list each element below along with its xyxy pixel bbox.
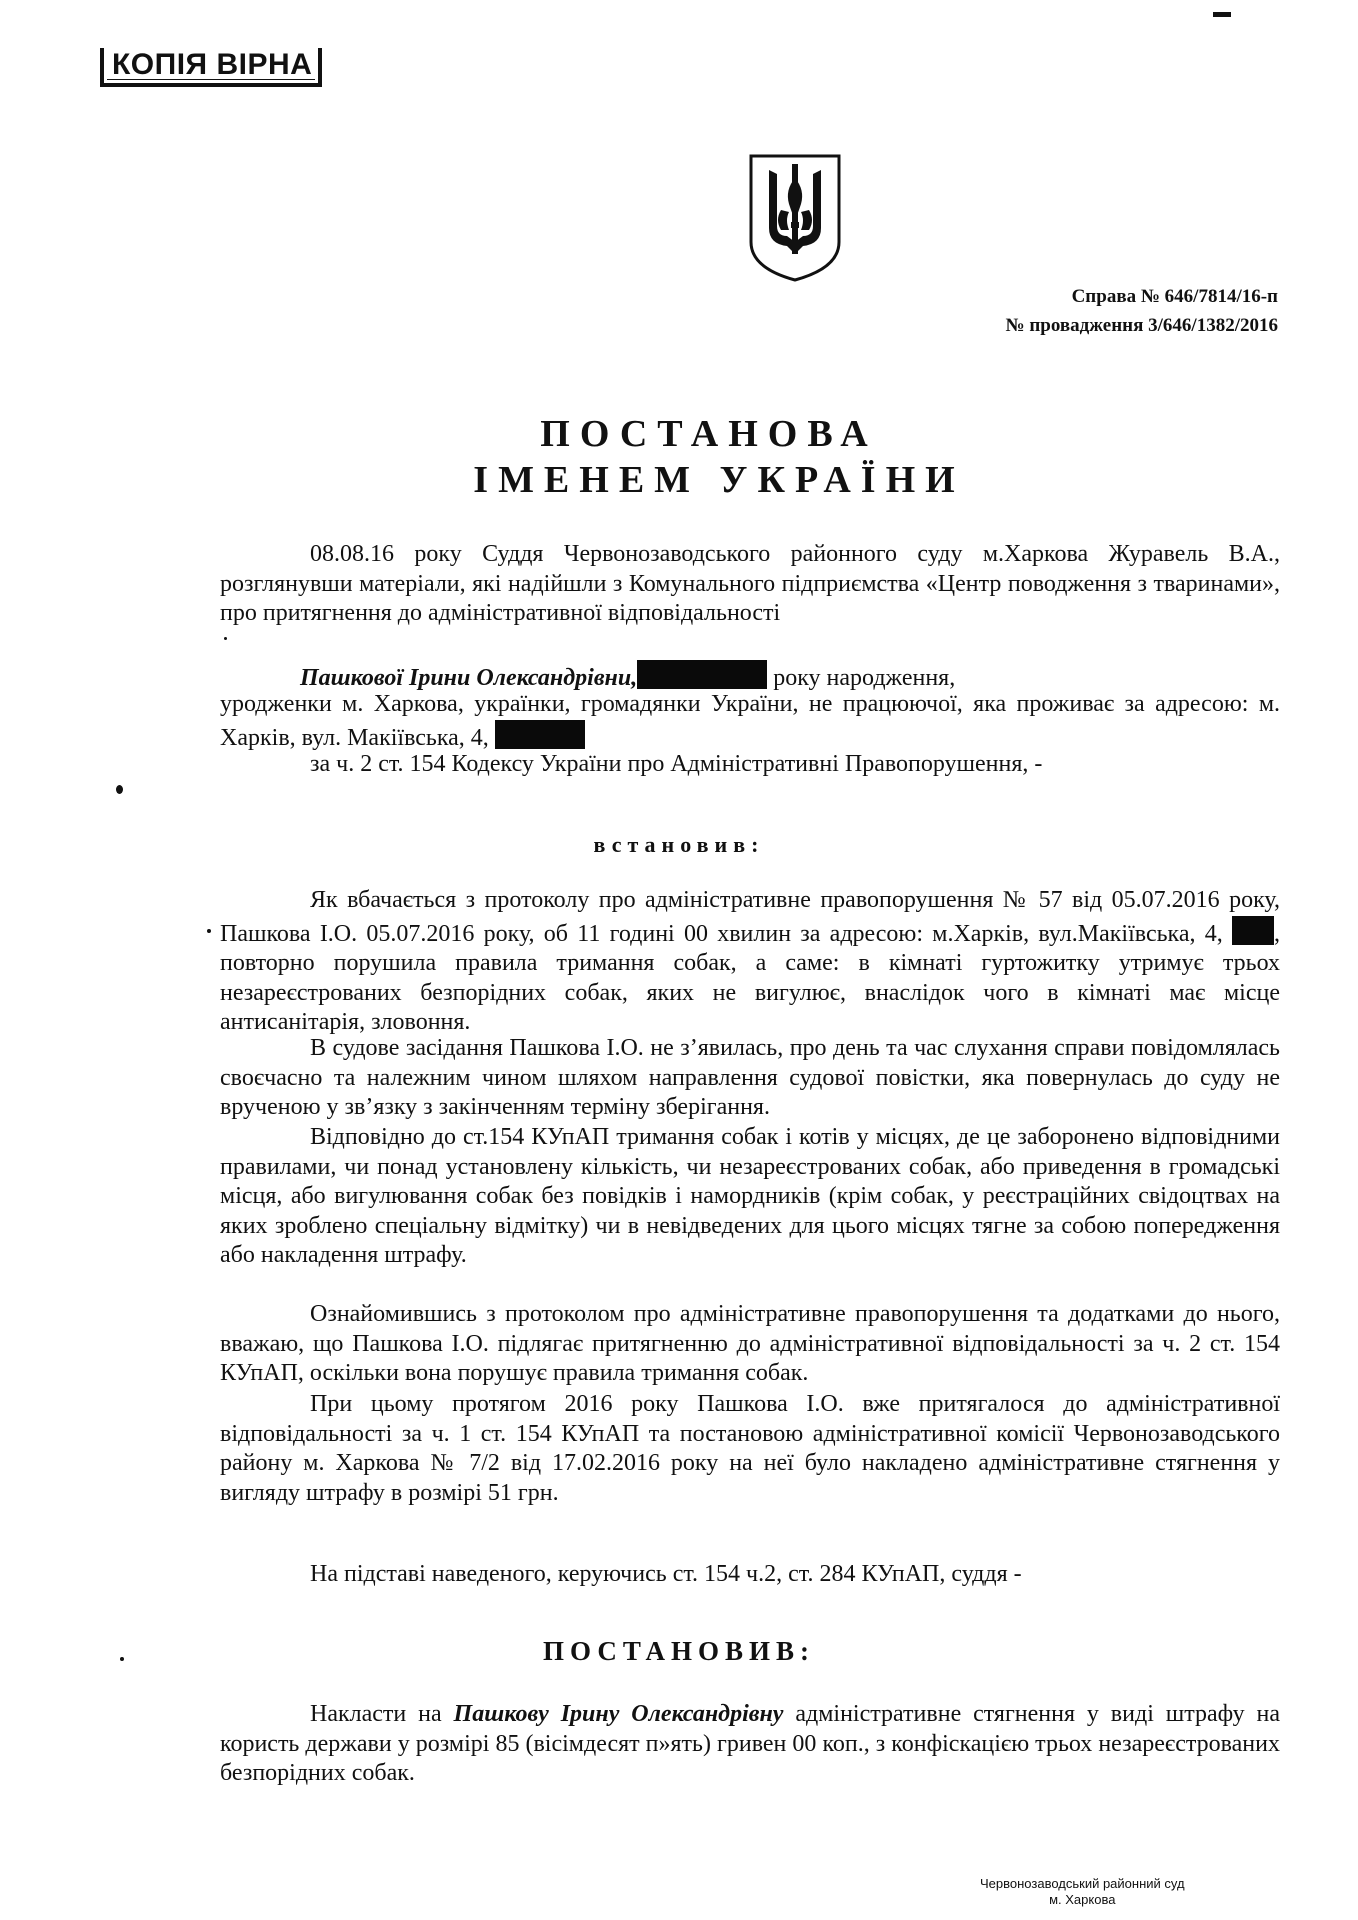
document-subtitle: ІМЕНЕМ УКРАЇНИ	[473, 459, 965, 501]
resolved-header: ПОСТАНОВИВ:	[542, 1636, 815, 1666]
footer-court-stamp: Червонозаводський районний суд м. Харкова	[980, 1876, 1185, 1907]
person-paragraph	[220, 660, 1280, 694]
scan-speck	[116, 785, 123, 794]
document-title: ПОСТАНОВА	[540, 413, 878, 455]
copy-certified-stamp: КОПІЯ ВІРНА	[100, 48, 322, 87]
person-name: Пашкової Ірини Олександрівни,	[300, 665, 638, 691]
proceeding-number: № провадження 3/646/1382/2016	[1005, 315, 1278, 336]
body-paragraph-3: Відповідно до ст.154 КУпАП тримання собак і котів у місцях, де це заборонено відповідними правилами, чи понад установлену кількість, чи незареєстрованих собак, або приведення в громадські місця, або вигулювання собак без повідків і намордників (крім собак, у реєстраційних свідоцтвах на яких зроблено спеціальну відмітку) чи в невідведених для цього місцях тягне за собою попередження або накладення штрафу.	[220, 1124, 1280, 1268]
person-details: уродженки м. Харкова, українки, громадянки України, не працюючої, яка проживає за адресою: м. Харків, вул. Макіївська, 4,	[220, 691, 1280, 751]
case-reference	[1006, 282, 1278, 340]
intro-paragraph: 08.08.16 року Суддя Червонозаводського районного суду м.Харкова Журавель В.А., розглянувши матеріали, які надійшли з Комунального підприємства «Центр поводження з тваринами», про притягнення до адміністративної відповідальності	[220, 541, 1280, 626]
redacted-birth-year	[637, 660, 767, 689]
article-line: за ч. 2 ст. 154 Кодексу України про Адміністративні Правопорушення, -	[310, 751, 1043, 777]
redacted-room	[1232, 916, 1274, 945]
birth-suffix: року народження,	[773, 665, 956, 691]
scan-speck	[120, 1657, 124, 1661]
body-paragraph-1: Як вбачається з протоколу про адміністративне правопорушення № 57 від 05.07.2016 року, Пашкова І.О. 05.07.2016 року, об 11 годині 00 хвилин за адресою: м.Харків, вул.Макіївська, 4, , повторно порушила правила тримання собак, а саме: в кімнаті гуртожитку утримує трьох незареєстрованих безпорідних собак, яких не вигулює, внаслідок чого в кімнаті має місце антисанітарія, зловоння.	[220, 887, 1280, 1035]
body-paragraph-6: На підставі наведеного, керуючись ст. 154 ч.2, ст. 284 КУпАП, суддя -	[310, 1561, 1022, 1587]
scan-speck	[207, 929, 211, 933]
resolution-person-name: Пашкову Ірину Олександрівну	[453, 1701, 784, 1727]
scan-speck	[224, 637, 227, 640]
resolution-paragraph: Накласти на Пашкову Ірину Олександрівну адміністративне стягнення у виді штрафу на користь держави у розмірі 85 (вісімдесят п»ять) гривен 00 коп., з конфіскацією трьох незареєстрованих безпорідних собак.	[220, 1701, 1281, 1786]
established-header: встановив:	[593, 832, 765, 857]
body-paragraph-2: В судове засідання Пашкова І.О. не з’явилась, про день та час слухання справи повідомлялась своєчасно та належним чином шляхом направлення судової повістки, яка повернулась до суду не врученою у зв’язку з закінченням терміну зберігання.	[220, 1035, 1280, 1120]
trident-coat-of-arms-icon	[745, 150, 845, 285]
scan-mark	[1213, 12, 1231, 17]
case-number: Справа № 646/7814/16-п	[1071, 286, 1278, 307]
redacted-address	[495, 720, 585, 749]
body-paragraph-5: При цьому протягом 2016 року Пашкова І.О. вже притягалося до адміністративної відповідальності за ч. 1 ст. 154 КУпАП та постановою адміністративної комісії Червонозаводського району м. Харкова № 7/2 від 17.02.2016 року на неї було накладено адміністративне стягнення у вигляду штрафу в розмірі 51 грн.	[220, 1391, 1280, 1506]
body-paragraph-4: Ознайомившись з протоколом про адміністративне правопорушення та додатками до нього, вважаю, що Пашкова І.О. підлягає притягненню до адміністративної відповідальності за ч. 2 ст. 154 КУпАП, оскільки вона порушує правила тримання собак.	[220, 1301, 1280, 1386]
